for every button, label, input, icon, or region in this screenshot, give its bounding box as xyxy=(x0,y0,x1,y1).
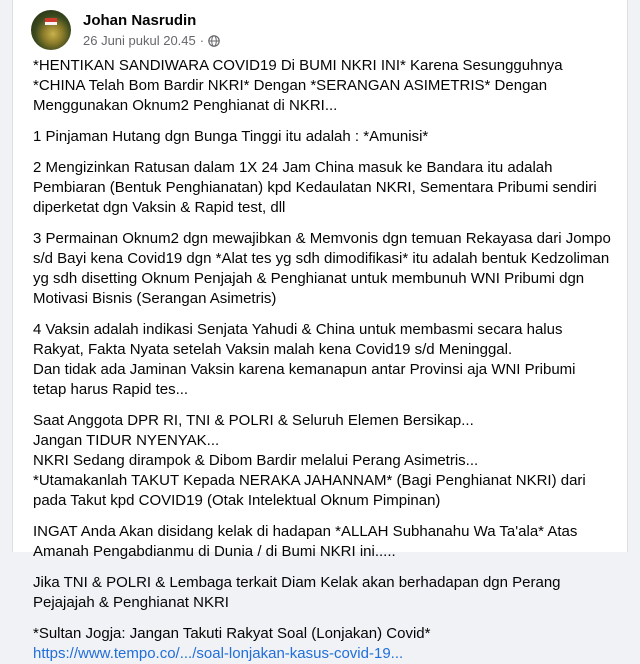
author-name[interactable]: Johan Nasrudin xyxy=(83,12,197,29)
post-paragraph: INGAT Anda Akan disidang kelak di hadapan *ALLAH Subhanahu Wa Ta'ala* Atas Amanah Pengabdianmu di Dunia / di Bumi NKRI ini..... xyxy=(33,523,578,560)
post-paragraph-with-link xyxy=(33,624,611,664)
post-meta xyxy=(83,33,220,48)
meta-separator: · xyxy=(199,33,205,48)
globe-icon[interactable] xyxy=(208,35,220,47)
avatar[interactable] xyxy=(31,10,71,50)
post-card xyxy=(12,0,628,662)
article-link[interactable]: https://www.tempo.co/.../soal-lonjakan-kasus-covid-19... xyxy=(33,645,404,662)
post-paragraph: 4 Vaksin adalah indikasi Senjata Yahudi & China untuk membasmi secara halus Rakyat, Fakta Nyata setelah Vaksin malah kena Covid19 s/d Meninggal. Dan tidak ada Jaminan Vaksin karena kemanapun antar Provinsi aja WNI Pribumi tetap harus Rapid tes... xyxy=(33,321,576,398)
post-paragraph: *HENTIKAN SANDIWARA COVID19 Di BUMI NKRI INI* Karena Sesungguhnya *CHINA Telah Bom Bardir NKRI* Dengan *SERANGAN ASIMETRIS* Dengan Menggunakan Oknum2 Penghianat di NKRI... xyxy=(33,57,563,114)
post-paragraph: Saat Anggota DPR RI, TNI & POLRI & Seluruh Elemen Bersikap... Jangan TIDUR NYENYAK... NKRI Sedang dirampok & Dibom Bardir melalui Perang Asimetris... *Utamakanlah TAKUT Kepada NERAKA JAHANNAM* (Bagi Penghianat NKRI) dari pada Takut kpd COVID19 (Otak Intelektual Oknum Pimpinan) xyxy=(33,412,586,509)
post-paragraph: 1 Pinjaman Hutang dgn Bunga Tinggi itu adalah : *Amunisi* xyxy=(33,128,429,145)
post-paragraph: 2 Mengizinkan Ratusan dalam 1X 24 Jam China masuk ke Bandara itu adalah Pembiaran (Bentuk Penghianatan) kpd Kedaulatan NKRI, Sementara Pribumi sendiri diperketat dgn Vaksin & Rapid test, dll xyxy=(33,159,597,216)
post-body xyxy=(33,56,611,664)
flag-icon xyxy=(45,18,57,25)
post-timestamp[interactable]: 26 Juni pukul 20.45 xyxy=(83,33,196,48)
article-headline: *Sultan Jogja: Jangan Takuti Rakyat Soal (Lonjakan) Covid* xyxy=(33,625,431,642)
post-paragraph: Jika TNI & POLRI & Lembaga terkait Diam Kelak akan berhadapan dgn Perang Pejajajah & Penghianat NKRI xyxy=(33,574,561,611)
post-paragraph: 3 Permainan Oknum2 dgn mewajibkan & Memvonis dgn temuan Rekayasa dari Jompo s/d Bayi kena Covid19 dgn *Alat tes yg sdh dimodifikasi* itu adalah bentuk Kedzoliman yg sdh disetting Oknum Penjajah & Penghianat untuk membunuh WNI Pribumi dgn Motivasi Bisnis (Serangan Asimetris) xyxy=(33,230,611,307)
post-header xyxy=(31,10,627,54)
